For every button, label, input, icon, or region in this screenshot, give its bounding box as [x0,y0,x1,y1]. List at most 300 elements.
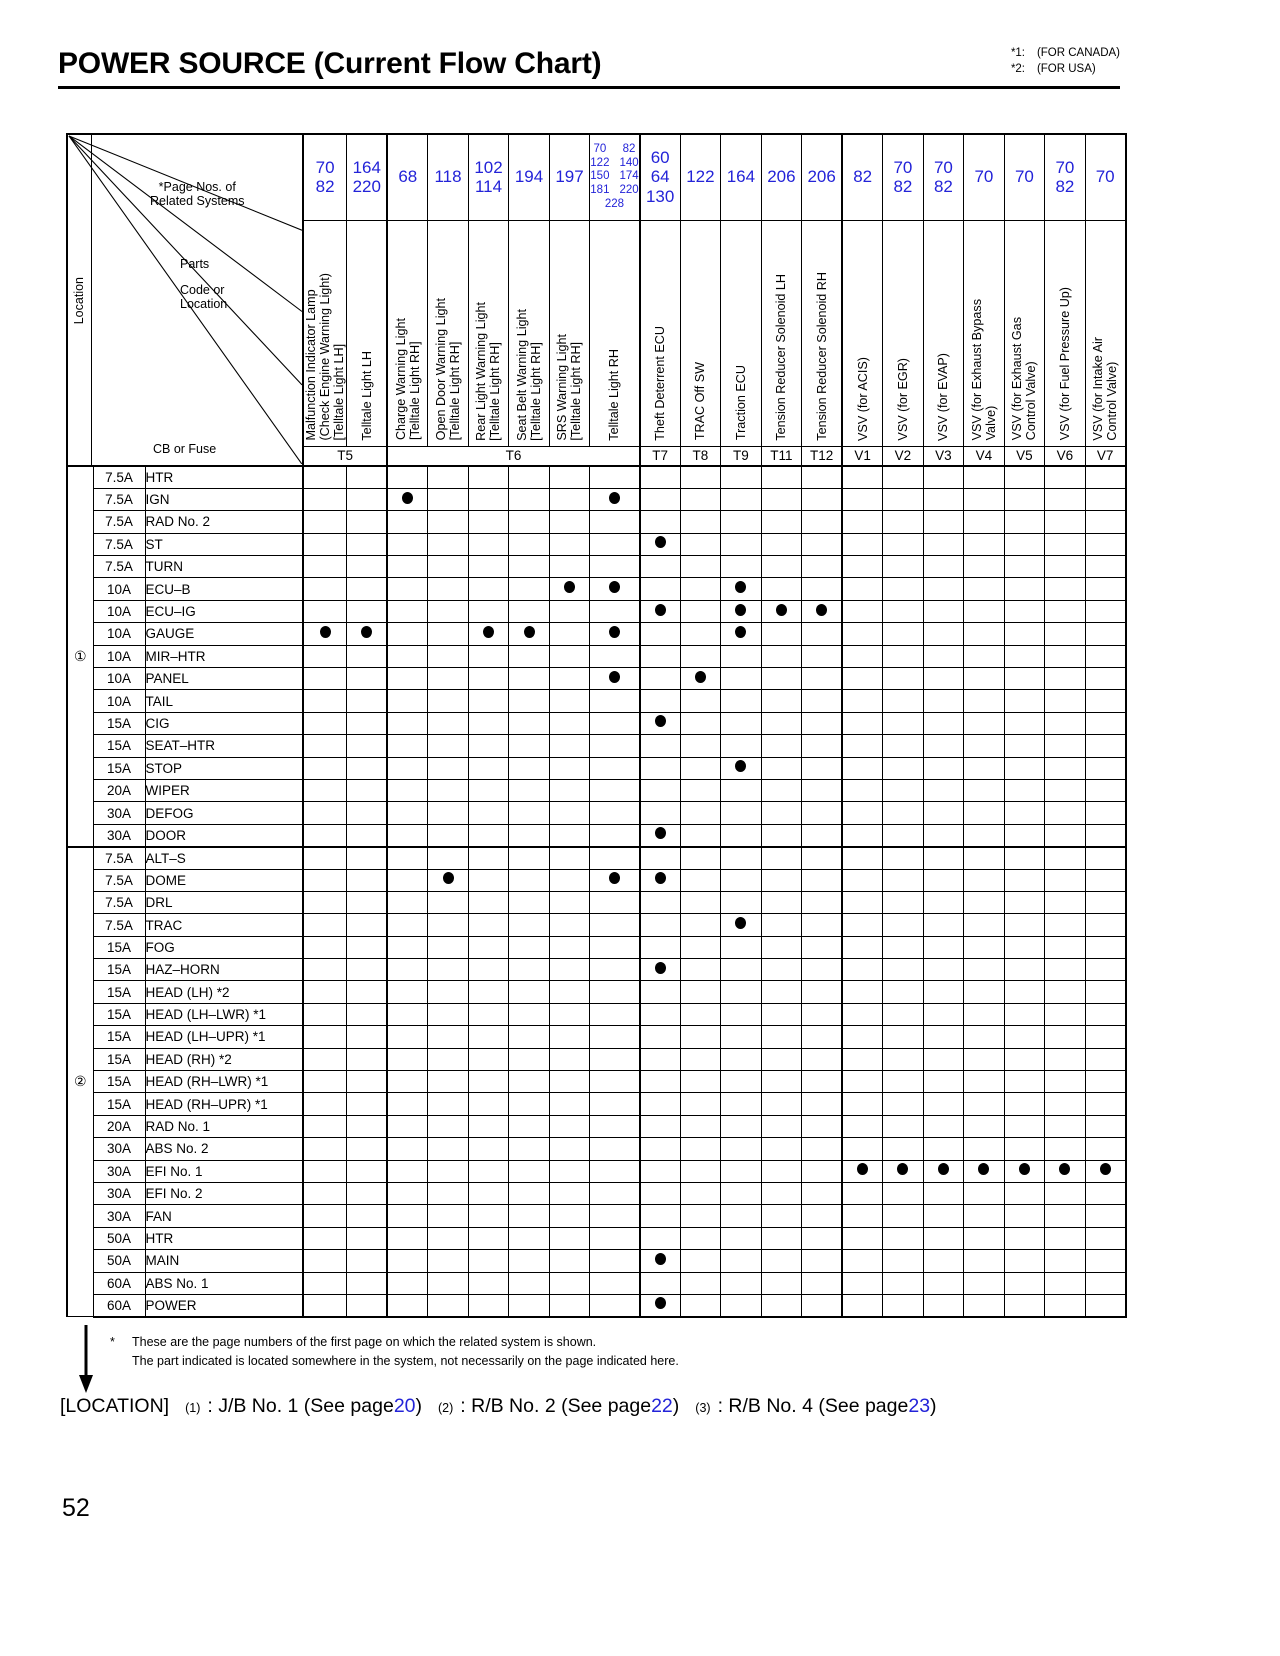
chart-cell [590,1138,640,1160]
chart-cell [923,914,964,936]
chart-cell [883,1026,924,1048]
column-part-name-V6: VSV (for Fuel Pressure Up) [1045,220,1086,446]
chart-cell [468,488,509,510]
chart-cell [721,1160,762,1182]
chart-cell [680,600,721,622]
chart-cell [923,1138,964,1160]
location-column-header: Location [66,135,92,467]
column-page-nos-c1: 164 220 [347,134,388,220]
table-row [67,533,1126,555]
connection-dot [655,827,666,839]
chart-cell [590,488,640,510]
chart-cell [1004,757,1045,779]
chart-cell [761,1071,802,1093]
chart-cell [1004,1294,1045,1316]
chart-cell [721,847,762,869]
chart-cell [842,533,883,555]
chart-cell [549,690,590,712]
chart-cell [761,1115,802,1137]
chart-cell [1085,914,1126,936]
fuse-rating: 30A [93,1183,145,1205]
chart-cell [964,1071,1005,1093]
chart-cell [590,1294,640,1316]
chart-cell [1045,488,1086,510]
chart-cell [964,1294,1005,1316]
chart-cell [964,533,1005,555]
chart-cell [761,668,802,690]
connection-dot [1019,1163,1030,1175]
chart-cell [923,645,964,667]
table-row [67,824,1126,846]
location-entry-1-close: ) [415,1395,423,1417]
chart-cell [1085,1227,1126,1249]
chart-cell [883,1048,924,1070]
column-page-nos-c5: 194 [509,134,550,220]
chart-cell [549,802,590,824]
chart-cell [721,1093,762,1115]
chart-cell [303,802,347,824]
chart-cell [883,936,924,958]
column-page-nos-c6: 197 [549,134,590,220]
chart-cell [1004,824,1045,846]
chart-cell [761,847,802,869]
chart-cell [680,623,721,645]
column-part-name-c7: Telltale Light RH [590,220,640,446]
chart-cell [883,757,924,779]
chart-cell [964,1250,1005,1272]
column-page-nos-T8: 122 [680,134,721,220]
chart-cell [1045,779,1086,801]
table-row [67,1071,1126,1093]
chart-cell [468,1093,509,1115]
connection-dot [655,1253,666,1265]
chart-cell [923,1227,964,1249]
chart-cell [1045,511,1086,533]
chart-cell [842,914,883,936]
chart-cell [680,981,721,1003]
chart-cell [761,466,802,488]
fuse-name: DOOR [145,824,303,846]
fuse-name: MIR–HTR [145,645,303,667]
fuse-name: HEAD (RH–UPR) *1 [145,1093,303,1115]
chart-cell [387,466,428,488]
chart-cell [509,1071,550,1093]
column-page-nos-V5: 70 [1004,134,1045,220]
chart-cell [802,466,843,488]
chart-cell [1045,802,1086,824]
chart-cell [590,981,640,1003]
chart-cell [923,511,964,533]
chart-cell [761,1227,802,1249]
chart-cell [680,1205,721,1227]
chart-cell [1045,959,1086,981]
chart-cell [761,511,802,533]
chart-cell [303,1227,347,1249]
column-code-V2: V2 [883,446,924,466]
chart-cell [761,779,802,801]
chart-cell [468,556,509,578]
chart-cell [721,645,762,667]
chart-cell [640,1071,681,1093]
chart-cell [883,690,924,712]
chart-cell [761,1294,802,1316]
chart-cell [428,1183,469,1205]
table-row [67,668,1126,690]
chart-cell [468,712,509,734]
table-row [67,981,1126,1003]
chart-cell [347,914,388,936]
fuse-rating: 7.5A [93,847,145,869]
chart-cell [549,1294,590,1316]
fuse-rating: 10A [93,623,145,645]
chart-cell [347,1183,388,1205]
chart-cell [721,690,762,712]
chart-footnote [110,1333,679,1372]
location-entry-3-page: 23 [908,1395,931,1417]
chart-cell [468,600,509,622]
chart-cell [509,1093,550,1115]
chart-cell [964,1160,1005,1182]
fuse-name: FAN [145,1205,303,1227]
column-code-T12: T12 [802,446,843,466]
chart-cell [1085,668,1126,690]
chart-cell [303,891,347,913]
column-part-name-T7: Theft Deterrent ECU [640,220,681,446]
fuse-name: TURN [145,556,303,578]
table-row [67,1183,1126,1205]
chart-cell [964,578,1005,600]
chart-cell [509,981,550,1003]
chart-cell [347,712,388,734]
chart-cell [428,802,469,824]
fuse-name: STOP [145,757,303,779]
chart-cell [802,1227,843,1249]
chart-cell [1045,1272,1086,1294]
chart-cell [1004,1138,1045,1160]
chart-cell [549,1093,590,1115]
column-code-V6: V6 [1045,446,1086,466]
chart-cell [923,1250,964,1272]
chart-cell [1004,1160,1045,1182]
connection-dot [524,626,535,638]
chart-cell [428,690,469,712]
chart-cell [428,735,469,757]
chart-cell [303,1294,347,1316]
chart-cell [802,757,843,779]
chart-cell [549,668,590,690]
chart-cell [680,1026,721,1048]
chart-cell [549,779,590,801]
chart-cell [923,1205,964,1227]
chart-cell [303,623,347,645]
chart-cell [680,869,721,891]
chart-cell [590,891,640,913]
chart-cell [590,869,640,891]
chart-cell [1004,1227,1045,1249]
chart-cell [468,623,509,645]
chart-cell [721,511,762,533]
chart-cell [1045,556,1086,578]
chart-cell [468,824,509,846]
chart-cell [883,1250,924,1272]
chart-cell [680,1048,721,1070]
chart-cell [761,1183,802,1205]
column-part-name-T9: Traction ECU [721,220,762,446]
chart-cell [721,802,762,824]
column-page-nos-T9: 164 [721,134,762,220]
chart-cell [883,533,924,555]
chart-cell [802,668,843,690]
column-part-name-T8: TRAC Off SW [680,220,721,446]
chart-cell [303,981,347,1003]
chart-cell [721,1048,762,1070]
chart-cell [428,1272,469,1294]
fuse-name: DRL [145,891,303,913]
table-row [67,779,1126,801]
table-row [67,1294,1126,1316]
chart-cell [842,712,883,734]
chart-cell [883,645,924,667]
chart-cell [640,668,681,690]
header-note-2: *2: (FOR USA) [1010,62,1096,75]
chart-cell [509,824,550,846]
chart-cell [347,488,388,510]
chart-cell [640,1048,681,1070]
location-entry-1-text: : J/B No. 1 (See page [207,1395,394,1417]
chart-cell [303,779,347,801]
chart-cell [883,981,924,1003]
chart-cell [387,578,428,600]
location-entry-2-close: ) [672,1395,680,1417]
chart-cell [721,891,762,913]
chart-cell [842,1093,883,1115]
fuse-rating: 15A [93,712,145,734]
chart-cell [680,914,721,936]
chart-cell [347,1160,388,1182]
chart-cell [640,824,681,846]
chart-cell [1004,690,1045,712]
chart-cell [1085,936,1126,958]
chart-cell [802,1048,843,1070]
chart-cell [761,600,802,622]
chart-cell [387,488,428,510]
chart-cell [721,578,762,600]
chart-cell [347,1048,388,1070]
page-title: POWER SOURCE (Current Flow Chart) [58,47,602,81]
chart-cell [590,959,640,981]
chart-cell [923,1294,964,1316]
chart-cell [640,1294,681,1316]
chart-cell [802,1294,843,1316]
fuse-rating: 20A [93,1115,145,1137]
chart-cell [549,556,590,578]
chart-cell [1085,891,1126,913]
chart-cell [509,757,550,779]
page-header [58,46,1120,89]
connection-dot [735,604,746,616]
fuse-name: ECU–IG [145,600,303,622]
chart-cell [549,824,590,846]
chart-cell [842,1048,883,1070]
chart-cell [842,847,883,869]
table-row [67,802,1126,824]
fuse-rating: 7.5A [93,869,145,891]
column-part-name-V3: VSV (for EVAP) [923,220,964,446]
fuse-name: EFI No. 1 [145,1160,303,1182]
chart-cell [387,1227,428,1249]
fuse-rating: 15A [93,959,145,981]
chart-cell [802,1026,843,1048]
fuse-name: RAD No. 2 [145,511,303,533]
chart-cell [1085,1160,1126,1182]
fuse-name: MAIN [145,1250,303,1272]
chart-cell [842,690,883,712]
chart-cell [964,1003,1005,1025]
chart-cell [923,779,964,801]
fuse-rating: 30A [93,802,145,824]
location-entry-1-index: (1) [185,1401,201,1415]
fuse-rating: 7.5A [93,511,145,533]
chart-cell [802,959,843,981]
chart-cell [549,735,590,757]
chart-cell [387,959,428,981]
chart-cell [347,1294,388,1316]
chart-cell [640,1138,681,1160]
connection-dot [735,581,746,593]
column-code-T9: T9 [721,446,762,466]
fuse-name: GAUGE [145,623,303,645]
chart-cell [509,1227,550,1249]
chart-cell [721,623,762,645]
chart-cell [549,578,590,600]
page-number: 52 [62,1494,90,1522]
chart-cell [923,1093,964,1115]
chart-cell [387,1048,428,1070]
chart-cell [923,869,964,891]
chart-cell [721,1205,762,1227]
location-arrow-icon [78,1325,94,1393]
chart-cell [964,959,1005,981]
chart-cell [590,1048,640,1070]
fuse-name: TAIL [145,690,303,712]
chart-corner-legend [67,134,303,466]
chart-cell [303,1160,347,1182]
chart-cell [347,623,388,645]
fuse-name: PANEL [145,668,303,690]
chart-cell [428,1160,469,1182]
chart-cell [1085,847,1126,869]
chart-cell [1045,533,1086,555]
chart-cell [387,712,428,734]
chart-cell [387,757,428,779]
chart-cell [303,600,347,622]
chart-cell [549,891,590,913]
header-note-1: *1: (FOR CANADA) [1010,47,1120,59]
column-page-nos-c2: 68 [387,134,428,220]
column-page-nos-c3: 118 [428,134,469,220]
chart-cell [347,533,388,555]
chart-cell [1004,1071,1045,1093]
chart-cell [761,1026,802,1048]
chart-cell [1045,1138,1086,1160]
chart-cell [303,914,347,936]
chart-cell [387,1026,428,1048]
chart-cell [1045,1071,1086,1093]
chart-cell [509,533,550,555]
column-part-name-V1: VSV (for ACIS) [842,220,883,446]
chart-cell [1085,735,1126,757]
fuse-rating: 7.5A [93,488,145,510]
chart-cell [590,712,640,734]
chart-cell [640,712,681,734]
chart-cell [802,824,843,846]
column-part-name-c5: Seat Belt Warning Light [Telltale Light RH] [509,220,550,446]
chart-cell [883,668,924,690]
fuse-rating: 30A [93,1205,145,1227]
connection-dot [655,872,666,884]
chart-cell [509,847,550,869]
chart-cell [761,802,802,824]
fuse-rating: 10A [93,600,145,622]
chart-cell [347,578,388,600]
chart-cell [387,981,428,1003]
chart-cell [549,1138,590,1160]
fuse-rating: 15A [93,1026,145,1048]
chart-cell [640,802,681,824]
chart-cell [680,779,721,801]
column-page-nos-c7: 70 82 122 140 150 174 181 220 228 [590,134,640,220]
chart-cell [883,1003,924,1025]
chart-cell [964,645,1005,667]
chart-cell [347,1115,388,1137]
chart-cell [347,1250,388,1272]
chart-cell [549,1026,590,1048]
chart-cell [549,511,590,533]
chart-cell [923,757,964,779]
chart-cell [303,1250,347,1272]
chart-cell [387,1294,428,1316]
column-page-nos-V4: 70 [964,134,1005,220]
chart-cell [680,1294,721,1316]
chart-cell [640,1250,681,1272]
chart-cell [761,1003,802,1025]
chart-cell [509,936,550,958]
chart-cell [802,623,843,645]
chart-cell [468,1227,509,1249]
chart-cell [590,1026,640,1048]
connection-dot [938,1163,949,1175]
chart-cell [590,600,640,622]
chart-cell [883,712,924,734]
chart-cell [1004,623,1045,645]
chart-cell [549,712,590,734]
chart-cell [1085,1272,1126,1294]
column-page-nos-V7: 70 [1085,134,1126,220]
chart-cell [883,1227,924,1249]
location-entry-3-close: ) [930,1395,937,1417]
chart-cell [964,891,1005,913]
chart-cell [1045,600,1086,622]
chart-cell [721,1272,762,1294]
chart-cell [509,735,550,757]
chart-cell [761,578,802,600]
fuse-rating: 60A [93,1294,145,1316]
chart-cell [761,735,802,757]
chart-cell [923,600,964,622]
chart-cell [1085,779,1126,801]
connection-dot [978,1163,989,1175]
chart-cell [680,466,721,488]
